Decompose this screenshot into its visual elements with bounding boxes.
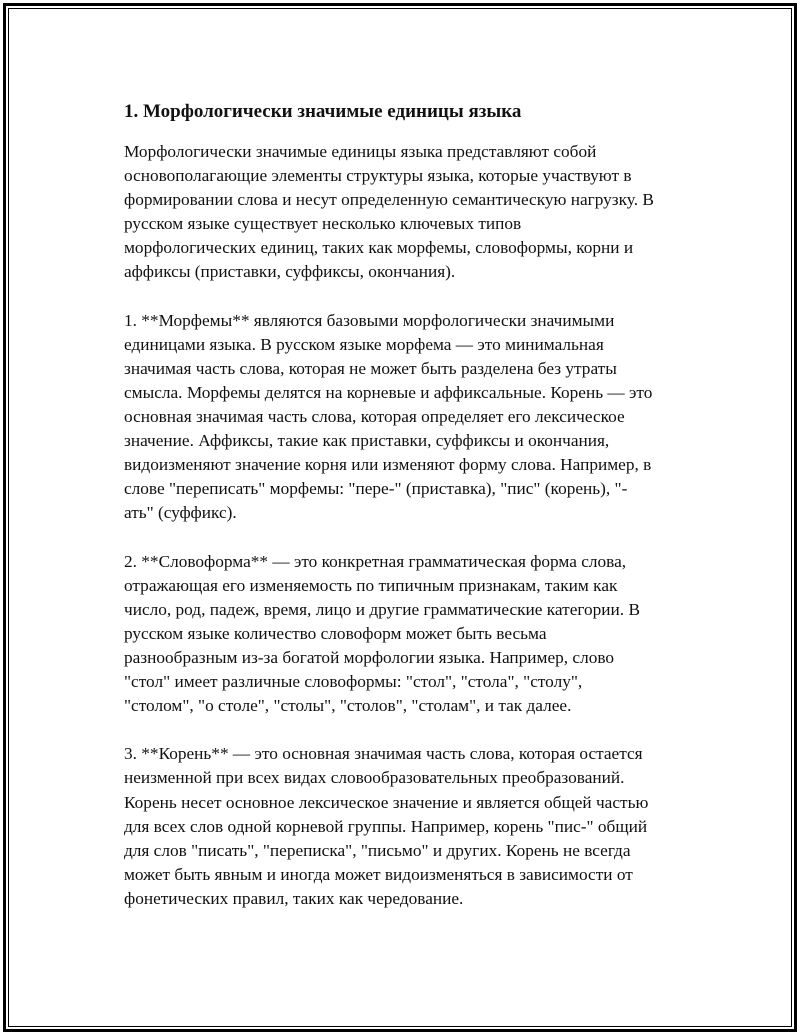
paragraph-line: может быть явным и иногда может видоизменяться в зависимости от [124, 864, 633, 884]
paragraph [121, 140, 701, 285]
paragraph-line: 3. **Корень** — это основная значимая часть слова, которая остается [124, 744, 643, 764]
paragraph-line: видоизменяют значение корня или изменяют форму слова. Например, в [124, 455, 652, 475]
document-title: 1. Морфологически значимые единицы языка [124, 101, 522, 122]
paragraph-line: значение. Аффиксы, такие как приставки, суффиксы и окончания, [124, 431, 610, 451]
paragraph-line: 2. **Словоформа** — это конкретная грамматическая форма слова, [124, 551, 627, 571]
paragraph-line: основополагающие элементы структуры языка, которые участвуют в [124, 166, 632, 186]
paragraph-line: значимая часть слова, которая не может быть разделена без утраты [124, 358, 617, 378]
paragraph [121, 742, 701, 911]
paragraph-line: основная значимая часть слова, которая определяет его лексическое [124, 407, 625, 427]
paragraph [121, 550, 701, 719]
paragraph-line: фонетических правил, таких как чередование. [124, 888, 464, 908]
paragraph-list [121, 140, 701, 911]
paragraph-line: формировании слова и несут определенную семантическую нагрузку. В [124, 190, 654, 210]
paragraph-line: русском языке существует несколько ключевых типов [124, 214, 522, 234]
paragraph-line: "стол" имеет различные словоформы: "стол", "стола", "столу", [124, 672, 583, 692]
paragraph-line: для всех слов одной корневой группы. Например, корень "пис-" общий [124, 816, 648, 836]
paragraph-line: Корень несет основное лексическое значение и является общей частью [124, 792, 649, 812]
paragraph-line: для слов "писать", "переписка", "письмо" и других. Корень не всегда [124, 840, 631, 860]
paragraph-line: русском языке количество словоформ может быть весьма [124, 623, 547, 643]
paragraph-line: число, род, падеж, время, лицо и другие грамматические категории. В [124, 599, 640, 619]
paragraph [121, 309, 701, 526]
paragraph-line: отражающая его изменяемость по типичным признакам, таким как [124, 575, 618, 595]
page-border [3, 3, 797, 1032]
paragraph-line: морфологических единиц, таких как морфемы, словоформы, корни и [124, 238, 634, 258]
paragraph-line: "столом", "о столе", "столы", "столов", "столам", и так далее. [124, 696, 572, 716]
document-body [121, 98, 701, 935]
paragraph-line: единицами языка. В русском языке морфема — это минимальная [124, 334, 604, 354]
paragraph-line: 1. **Морфемы** являются базовыми морфологически значимыми [124, 310, 615, 330]
paragraph-line: разнообразным из-за богатой морфологии языка. Например, слово [124, 647, 615, 667]
paragraph-line: Морфологически значимые единицы языка представляют собой [124, 142, 597, 161]
paragraph-line: ать" (суффикс). [124, 503, 237, 523]
paragraph-line: смысла. Морфемы делятся на корневые и аффиксальные. Корень — это [124, 382, 653, 402]
paragraph-line: аффиксы (приставки, суффиксы, окончания). [124, 262, 456, 282]
paragraph-line: неизменной при всех видах словообразовательных преобразований. [124, 768, 625, 788]
paragraph-line: слове "переписать" морфемы: "пере-" (приставка), "пис" (корень), "- [124, 479, 628, 499]
